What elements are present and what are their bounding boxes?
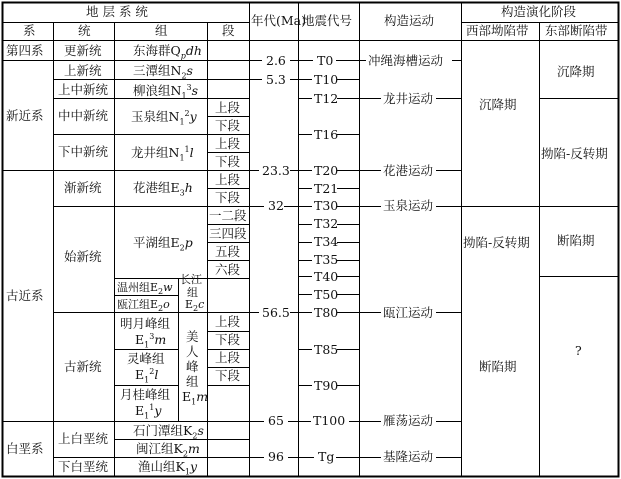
formation-meiren-1: 美 (186, 329, 199, 344)
header-stratigraphy: 地 层 系 统 (86, 4, 148, 19)
header-seismic: 地震代号 (302, 13, 353, 28)
seismic-t30: T30 (314, 198, 339, 213)
age-56-5: 56.5 (262, 305, 290, 320)
series-eocene: 始新统 (64, 249, 102, 264)
series-upper-miocene: 上中新统 (58, 82, 109, 97)
age-96: 96 (268, 449, 284, 464)
age-32: 32 (268, 198, 284, 213)
seismic-t85: T85 (314, 342, 339, 357)
system-quaternary: 第四系 (6, 43, 44, 58)
seismic-t12: T12 (314, 91, 339, 106)
formation-wenzhou: 温州组$E_2w$ (117, 281, 173, 297)
east-stage-rift: 断陷期 (557, 233, 595, 248)
series-paleocene: 古新统 (64, 359, 102, 374)
east-stage-depression-inversion: 拗陷-反转期 (541, 146, 608, 161)
seismic-t21: T21 (314, 181, 339, 196)
formation-shimentan: 石门潭组$K_2s$ (133, 423, 204, 441)
header-east: 东部断陷带 (545, 23, 608, 38)
header-west: 西部坳陷带 (466, 23, 529, 38)
seismic-t0: T0 (317, 53, 334, 68)
movement-longjing: 龙井运动 (383, 91, 434, 106)
movement-jilong: 基隆运动 (383, 449, 434, 464)
member-pinghu-6: 六段 (215, 262, 241, 277)
seismic-t90: T90 (314, 378, 339, 393)
movement-yandang: 雁荡运动 (383, 413, 434, 428)
seismic-t32: T32 (314, 216, 339, 231)
formation-yuquan: 玉泉组$N_1^2y$ (131, 109, 197, 127)
seismic-tg: Tg (318, 449, 335, 464)
seismic-t16: T16 (314, 127, 339, 142)
header-member: 段 (222, 23, 235, 38)
movement-oujiang: 瓯江运动 (383, 305, 434, 320)
series-middle-miocene: 中中新统 (58, 108, 109, 123)
movement-huagang: 花港运动 (383, 163, 434, 178)
seismic-t100: T100 (313, 413, 346, 428)
member-lingfeng-lower: 下段 (215, 368, 241, 383)
system-paleogene: 古近系 (6, 288, 44, 303)
member-huagang-lower: 下段 (215, 190, 241, 205)
formation-meiren-3: 峰 (186, 359, 199, 374)
age-2-6: 2.6 (266, 53, 286, 68)
formation-huagang: 花港组$E_3h$ (133, 180, 193, 198)
member-huagang-upper: 上段 (215, 172, 241, 187)
seismic-t10: T10 (314, 72, 339, 87)
member-pinghu-5: 五段 (215, 244, 241, 259)
member-pinghu-3-4: 三四段 (209, 226, 247, 241)
formation-lingfeng-1: 灵峰组 (127, 351, 165, 366)
header-series: 统 (78, 23, 91, 38)
seismic-t34: T34 (314, 234, 339, 249)
member-yuquan-lower: 下段 (215, 118, 241, 133)
member-mingyuefeng-upper: 上段 (215, 314, 241, 329)
east-stage-subsidence: 沉降期 (557, 64, 595, 79)
formation-yuegui-1: 月桂峰组 (120, 387, 171, 402)
series-upper-cretaceous: 上白垩统 (58, 431, 109, 446)
series-pleistocene: 更新统 (64, 43, 102, 58)
movement-okinawa-trough: 冲绳海槽运动 (368, 53, 444, 68)
series-lower-miocene: 下中新统 (58, 144, 109, 159)
formation-mingyuefeng-2: $E_1^3m$ (135, 332, 167, 350)
formation-donghai: 东海群$Q_pdh$ (133, 43, 202, 61)
east-stage-unknown: ? (575, 343, 582, 358)
seismic-t40: T40 (314, 269, 339, 284)
header-tectonic-movement: 构造运动 (384, 13, 435, 28)
system-neogene: 新近系 (6, 108, 44, 123)
formation-changjiang-3: $E_2c$ (185, 298, 205, 314)
system-cretaceous: 白垩系 (6, 441, 44, 456)
west-stage-depression-inversion: 拗陷-反转期 (463, 235, 530, 250)
formation-meiren-4: 组 (186, 374, 199, 389)
header-age: 年代(Ma) (251, 13, 307, 28)
west-stage-rift: 断陷期 (479, 359, 517, 374)
member-mingyuefeng-lower: 下段 (215, 332, 241, 347)
movement-yuquan: 玉泉运动 (383, 198, 434, 213)
seismic-t35: T35 (314, 252, 339, 267)
member-longjing-lower: 下段 (215, 154, 241, 169)
series-oligocene: 渐新统 (64, 180, 102, 195)
formation-meiren-5: $E_1m$ (182, 389, 209, 407)
seismic-t80: T80 (314, 305, 339, 320)
formation-liulang: 柳浪组$N_1^3s$ (133, 83, 199, 101)
header-system: 系 (23, 23, 36, 38)
formation-oujiang: 瓯江组$E_2o$ (117, 298, 170, 314)
series-lower-cretaceous: 下白垩统 (58, 459, 109, 474)
age-65: 65 (268, 413, 284, 428)
formation-santan: 三潭组$N_2s$ (133, 63, 193, 81)
west-stage-subsidence: 沉降期 (479, 97, 517, 112)
formation-longjing: 龙井组$N_1^1l$ (131, 145, 194, 163)
member-pinghu-1-2: 一二段 (209, 208, 247, 223)
formation-meiren-2: 人 (186, 344, 199, 359)
age-5-3: 5.3 (266, 72, 286, 87)
member-yuquan-upper: 上段 (215, 100, 241, 115)
series-pliocene: 上新统 (64, 63, 102, 78)
header-formation: 组 (155, 23, 168, 38)
age-23-3: 23.3 (262, 163, 290, 178)
member-lingfeng-upper: 上段 (215, 350, 241, 365)
formation-mingyuefeng-1: 明月峰组 (120, 316, 171, 331)
formation-minjiang: 闽江组$K_2m$ (136, 441, 200, 459)
seismic-t20: T20 (314, 163, 339, 178)
header-evolution-stage: 构造演化阶段 (501, 4, 577, 19)
formation-changjiang-2: 组 (187, 286, 198, 299)
formation-yuegui-2: $E_1^1y$ (135, 403, 162, 421)
formation-changjiang-1: 长江 (180, 273, 202, 286)
formation-lingfeng-2: $E_1^2l$ (135, 367, 159, 385)
member-longjing-upper: 上段 (215, 136, 241, 151)
seismic-t50: T50 (314, 287, 339, 302)
formation-pinghu: 平湖组$E_2p$ (133, 235, 193, 253)
formation-yushan: 渔山组$K_1y$ (138, 459, 197, 477)
